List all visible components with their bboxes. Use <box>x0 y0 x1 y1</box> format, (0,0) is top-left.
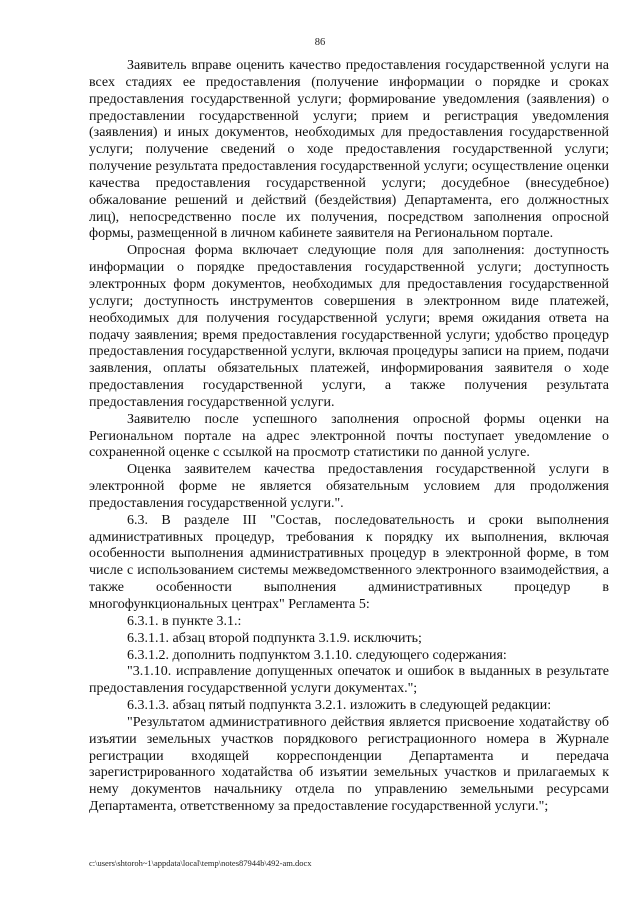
paragraph: Опросная форма включает следующие поля для заполнения: доступность информации о порядке предоставления государственной услуги; доступность электронных форм документов, необходимых для предоставления государственной услуги; доступность инструментов совершения в электронном виде платежей, необходимых для получения государственной услуги; время ожидания ответа на подачу заявления; время предоставления государственной услуги; удобство процедур предоставления государственной услуги, включая процедуры записи на прием, подачи заявления, оплаты обязательных платежей, информирования заявителя о ходе предоставления государственной услуги, а также получения результата предоставления государственной услуги. <box>89 243 609 410</box>
document-body <box>89 58 609 816</box>
paragraph: 6.3.1.1. абзац второй подпункта 3.1.9. исключить; <box>127 630 422 646</box>
paragraph: 6.3.1. в пункте 3.1.: <box>127 613 242 629</box>
page-number: 86 <box>314 37 326 48</box>
paragraph: 6.3.1.2. дополнить подпунктом 3.1.10. следующего содержания: <box>127 647 507 663</box>
paragraph: Оценка заявителем качества предоставления государственной услуги в электронной форме не является обязательным условием для продолжения предоставления государственной услуги.". <box>89 462 609 511</box>
paragraph: 6.3. В разделе III "Состав, последовательность и сроки выполнения административных процедур, требования к порядку их выполнения, включая особенности выполнения административных процедур в электронной форме, в том числе с использованием системы межведомственного электронного взаимодействия, а также особенности выполнения административных процедур в многофункциональных центрах" Регламента 5: <box>89 512 609 612</box>
paragraph: "Результатом административного действия является присвоение ходатайству об изъятии земельных участков порядкового регистрационного номера в Журнале регистрации входящей корреспонденции Департамента и передача зарегистрированного ходатайства об изъятии земельных участков и прилагаемых к нему документов начальнику отдела по управлению земельными ресурсами Департамента, ответственному за предоставление государственной услуги."; <box>89 714 609 815</box>
paragraph: Заявителю после успешного заполнения опросной формы оценки на Региональном портале на адрес электронной почты поступает уведомление о сохраненной оценке с ссылкой на просмотр статистики по данной услуге. <box>89 411 609 461</box>
footer-file-path: c:\users\shtoroh~1\appdata\local\temp\notes87944b\492-am.docx <box>89 858 312 868</box>
paragraph: 6.3.1.3. абзац пятый подпункта 3.2.1. изложить в следующей редакции: <box>127 698 552 714</box>
paragraph: Заявитель вправе оценить качество предоставления государственной услуги на всех стадиях ее предоставления (получение информации о порядке и сроках предоставления государственной услуги; формирование уведомления (заявления) о предоставлении государственной услуги; прием и регистрация уведомления (заявления) и иных документов, необходимых для предоставления государственной услуги; получение сведений о ходе предоставления государственной услуги; получение результата предоставления государственной услуги; осуществление оценки качества предоставления государственной услуги; досудебное (внесудебное) обжалование решений и действий (бездействия) Департамента, его должностных лиц), непосредственно после их получения, посредством заполнения опросной формы, размещенной в личном кабинете заявителя на Региональном портале. <box>89 58 609 242</box>
paragraph: "3.1.10. исправление допущенных опечаток и ошибок в выданных в результате предоставления государственной услуги документах."; <box>89 664 609 697</box>
